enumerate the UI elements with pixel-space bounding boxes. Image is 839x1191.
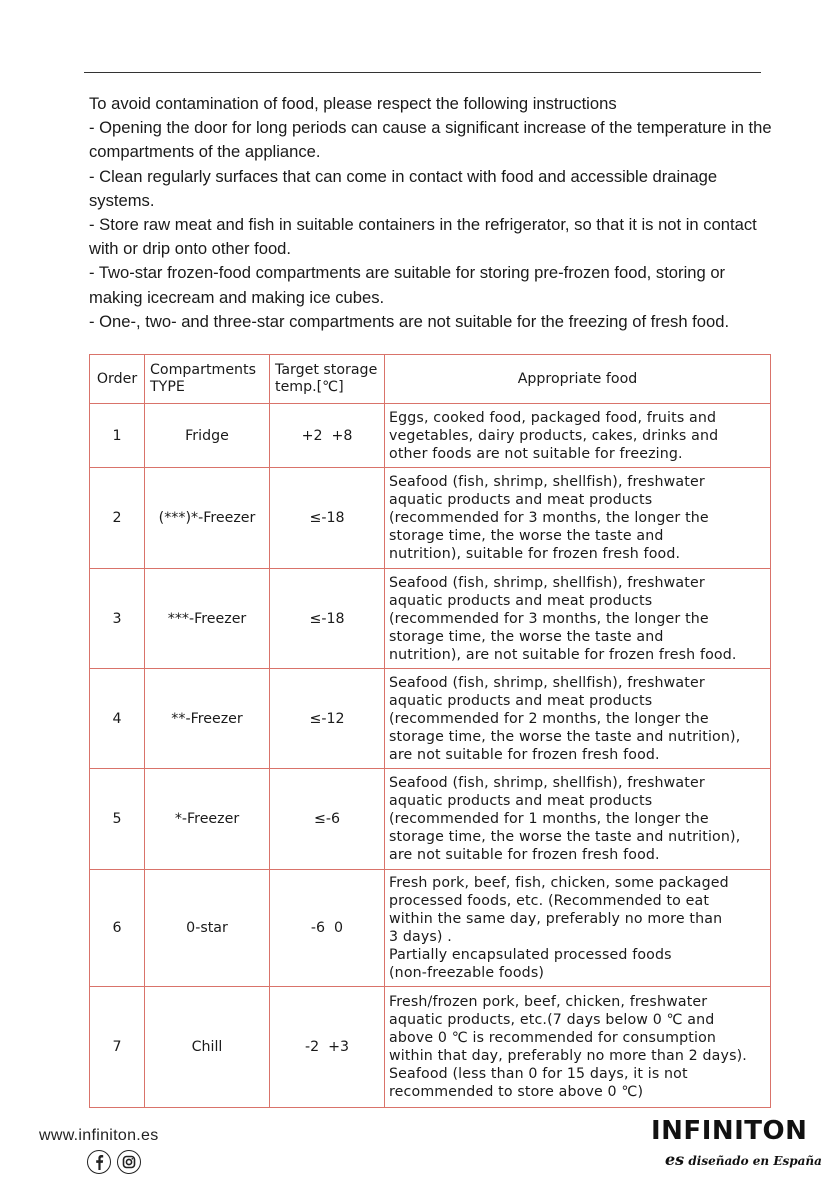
cell-type: *-Freezer [145, 769, 270, 870]
food-line: other foods are not suitable for freezing. [389, 445, 683, 462]
food-line: (recommended for 2 months, the longer the [389, 710, 709, 727]
cell-type: Fridge [145, 404, 270, 468]
table-row [90, 769, 771, 870]
food-line: (recommended for 1 months, the longer the [389, 811, 709, 827]
brand-logo: INFINITON [651, 1116, 808, 1146]
food-line: 3 days) . [389, 929, 452, 945]
food-line: aquatic products and meat products [389, 592, 653, 609]
cell-temp: ≤-6 [270, 769, 385, 870]
cell-food [385, 468, 771, 569]
cell-order: 2 [90, 468, 145, 569]
header-type-line2: TYPE [150, 379, 185, 395]
food-line: aquatic products, etc.(7 days below 0 ℃ and [389, 1012, 715, 1028]
food-line: within that day, preferably no more than 2 days). [389, 1048, 747, 1064]
instruction-item: - Store raw meat and fish in suitable containers in the refrigerator, so that it is not in contact with or drip onto other food. [89, 215, 757, 259]
instagram-icon[interactable] [117, 1150, 141, 1174]
food-line: (recommended for 3 months, the longer the [389, 510, 709, 526]
cell-type: ***-Freezer [145, 569, 270, 669]
food-line: storage time, the worse the taste and [389, 628, 664, 645]
cell-food [385, 569, 771, 669]
table-row [90, 669, 771, 769]
food-line: processed foods, etc. (Recommended to eat [389, 893, 710, 909]
cell-order: 3 [90, 569, 145, 669]
food-line: storage time, the worse the taste and nutrition), [389, 829, 741, 845]
food-line: Seafood (fish, shrimp, shellfish), freshwater [389, 574, 705, 591]
food-line: Seafood (less than 0 for 15 days, it is not [389, 1066, 688, 1082]
instructions-block [89, 92, 779, 334]
food-line: aquatic products and meat products [389, 492, 653, 508]
table-row [90, 468, 771, 569]
instruction-item: - Clean regularly surfaces that can come in contact with food and accessible drainage systems. [89, 166, 718, 210]
header-temp [270, 355, 385, 404]
food-line: Fresh/frozen pork, beef, chicken, freshwater [389, 994, 708, 1010]
table-row [90, 569, 771, 669]
header-temp-line1: Target storage [275, 362, 378, 378]
food-line: storage time, the worse the taste and [389, 528, 664, 544]
tagline-mark: es [665, 1150, 685, 1169]
cell-temp: +2 +8 [270, 404, 385, 468]
cell-temp: ≤-18 [270, 569, 385, 669]
instruction-item: - Two-star frozen-food compartments are suitable for storing pre-frozen food, storing or making icecream and making ice cubes. [89, 263, 726, 307]
food-line: above 0 ℃ is recommended for consumption [389, 1030, 717, 1046]
cell-food [385, 669, 771, 769]
food-line: Partially encapsulated processed foods [389, 947, 672, 963]
instagram-glyph [122, 1155, 136, 1169]
food-line: Eggs, cooked food, packaged food, fruits and [389, 409, 717, 426]
header-type-line1: Compartments [150, 362, 256, 378]
food-line: within the same day, preferably no more than [389, 911, 723, 927]
cell-order: 5 [90, 769, 145, 870]
header-order: Order [90, 355, 145, 404]
cell-temp: ≤-12 [270, 669, 385, 769]
storage-table [89, 354, 771, 1108]
cell-order: 4 [90, 669, 145, 769]
cell-order: 6 [90, 870, 145, 987]
cell-temp: -2 +3 [270, 987, 385, 1108]
food-line: Seafood (fish, shrimp, shellfish), freshwater [389, 674, 705, 691]
food-line: Seafood (fish, shrimp, shellfish), freshwater [389, 775, 705, 791]
instructions-intro: To avoid contamination of food, please respect the following instructions [89, 94, 617, 113]
food-line: recommended to store above 0 ℃) [389, 1084, 644, 1100]
header-type [145, 355, 270, 404]
instruction-item: - One-, two- and three-star compartments are not suitable for the freezing of fresh food. [89, 311, 730, 331]
cell-temp: ≤-18 [270, 468, 385, 569]
cell-food [385, 404, 771, 468]
food-line: nutrition), are not suitable for frozen fresh food. [389, 646, 737, 663]
tagline-text: diseñado en España [688, 1154, 822, 1168]
food-line: aquatic products and meat products [389, 692, 653, 709]
cell-food [385, 769, 771, 870]
cell-food [385, 870, 771, 987]
food-line: aquatic products and meat products [389, 793, 653, 809]
website-link[interactable]: www.infiniton.es [39, 1127, 159, 1144]
table-row [90, 870, 771, 987]
facebook-glyph [92, 1154, 106, 1170]
cell-type: 0-star [145, 870, 270, 987]
table-row [90, 404, 771, 468]
food-line: nutrition), suitable for frozen fresh food. [389, 546, 681, 562]
food-line: are not suitable for frozen fresh food. [389, 847, 660, 863]
food-line: vegetables, dairy products, cakes, drinks and [389, 427, 719, 444]
instruction-item: - Opening the door for long periods can cause a significant increase of the temperature in the compartments of the appliance. [89, 118, 772, 162]
food-line: Seafood (fish, shrimp, shellfish), freshwater [389, 474, 705, 490]
food-line: (recommended for 3 months, the longer the [389, 610, 709, 627]
cell-type: **-Freezer [145, 669, 270, 769]
cell-order: 1 [90, 404, 145, 468]
food-line: (non-freezable foods) [389, 965, 545, 981]
cell-food [385, 987, 771, 1108]
header-temp-line2: temp.[℃] [275, 379, 344, 395]
table-row [90, 987, 771, 1108]
cell-order: 7 [90, 987, 145, 1108]
food-line: are not suitable for frozen fresh food. [389, 746, 660, 763]
cell-temp: -6 0 [270, 870, 385, 987]
header-rule [84, 72, 761, 73]
table-header-row [90, 355, 771, 404]
header-food: Appropriate food [385, 355, 771, 404]
facebook-icon[interactable] [87, 1150, 111, 1174]
cell-type: Chill [145, 987, 270, 1108]
food-line: storage time, the worse the taste and nutrition), [389, 728, 741, 745]
cell-type: (***)*-Freezer [145, 468, 270, 569]
brand-tagline [665, 1150, 822, 1169]
food-line: Fresh pork, beef, fish, chicken, some packaged [389, 875, 729, 891]
